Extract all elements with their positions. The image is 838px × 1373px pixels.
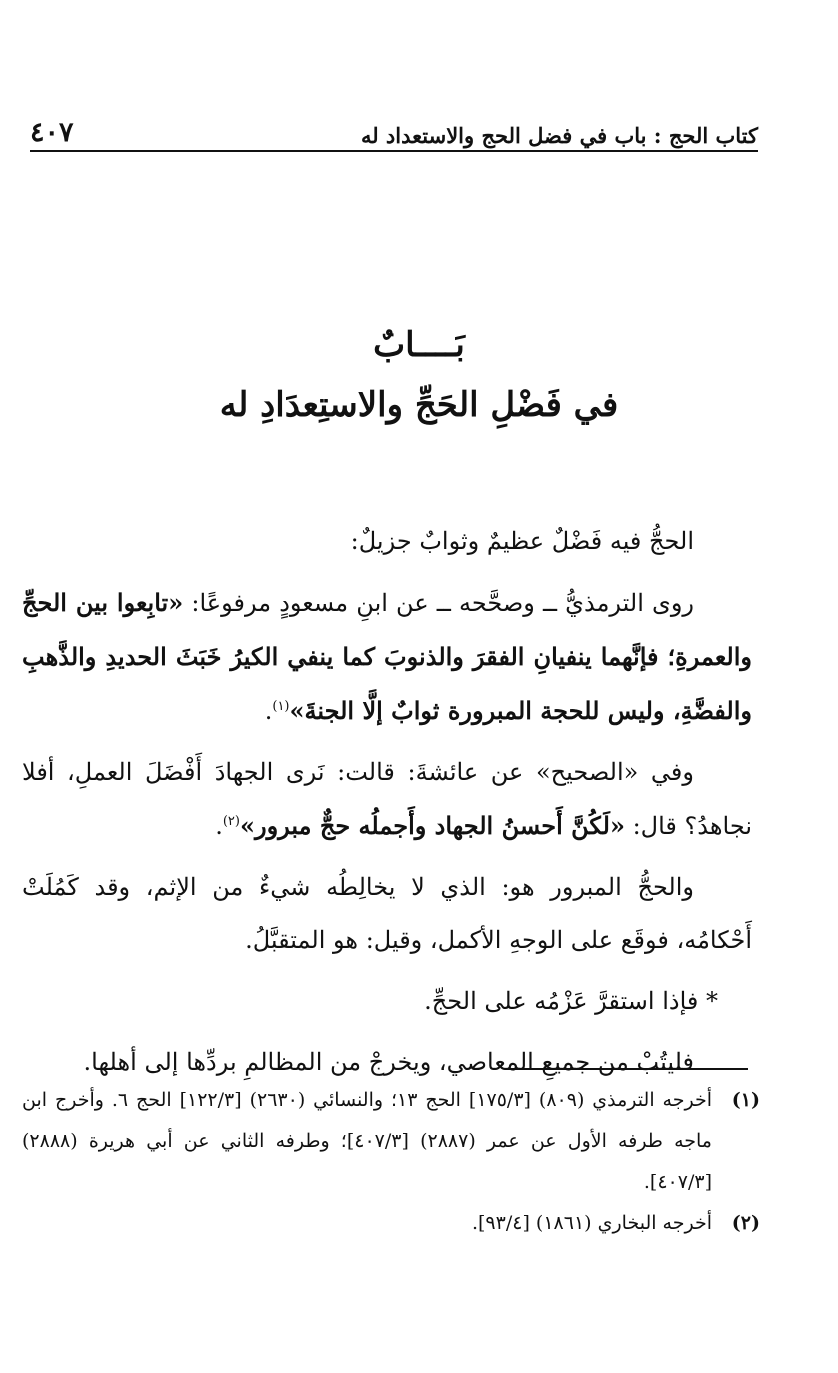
paragraph-tirmidhi-lead: روى الترمذيُّ ــ وصحَّحه ــ عن ابنِ مسعودٍ مرفوعًا: [183,589,694,617]
body-text [22,515,752,1097]
footnote-1 [22,1080,760,1203]
footnote-ref-1[interactable]: (١) [272,699,290,714]
footnote-marker-2: (٢) [731,1212,760,1234]
footnote-text-1: أخرجه الترمذي (٨٠٩) [١٧٥/٣] الحج ١٣؛ والنسائي (٢٦٣٠) [١٢٢/٣] الحج ٦. وأخرج ابن ماجه طرفه الأول عن عمر (٢٨٨٧) [٤٠٧/٣]؛ وطرفه الثاني عن أبي هريرة (٢٨٨٨) [٤٠٧/٣]. [22,1089,712,1193]
asterisk-mark: * [706,987,718,1015]
footnote-marker-1: (١) [731,1089,760,1111]
paragraph-intro: الحجُّ فيه فَضْلٌ عظيمٌ وثوابٌ جزيلٌ: [350,527,694,555]
header-rule [30,150,758,152]
footnote-2 [22,1203,760,1244]
paragraph-aisha-lead: وفي «الصحيح» عن عائشةَ: قالت: نَرى الجهادَ أَفْضَلَ العملِ، أفلا نجاهدُ؟ قال: [22,758,752,840]
paragraph-repent: فليتُبْ من جميعِ المعاصي، ويخرجْ من المظالمِ بردِّها إلى أهلها. [83,1048,694,1076]
paragraph-tirmidhi: روى الترمذيُّ ــ وصحَّحه ــ عن ابنِ مسعودٍ مرفوعًا: «تابِعوا بين الحجِّ والعمرةِ؛ فإنَّهما ينفيانِ الفقرَ والذنوبَ كما ينفي الكيرُ خَبَثَ الحديدِ والذَّهبِ والفضَّةِ، وليس للحجة المبرورة ثوابٌ إلَّا الجنةَ»$^{(١)}$. [22,588,752,725]
paragraph-resolve-text: فإذا استقرَّ عَزْمُه على الحجِّ. [424,987,699,1015]
running-title: كتاب الحج : باب في فضل الحج والاستعداد له [360,123,758,148]
footnote-rule [505,1068,748,1070]
chapter-title: في فَضْلِ الحَجِّ والاستِعدَادِ له [219,385,619,425]
hadith-quote-1: «تابِعوا بين الحجِّ والعمرةِ؛ فإنَّهما ينفيانِ الفقرَ والذنوبَ كما ينفي الكيرُ خَبَثَ الحديدِ والذَّهبِ والفضَّةِ، وليس للحجة المبرورة ثوابٌ إلَّا الجنةَ» [22,588,752,725]
page-number: ٤٠٧ [30,117,74,148]
chapter-label: بَــــابٌ [373,325,465,365]
hadith-quote-2: «لَكُنَّ أَحسنُ الجهاد وأَجملُه حجٌّ مبرور» [239,811,625,840]
footnotes [22,1080,760,1244]
footnote-ref-2[interactable]: (٢) [222,814,240,829]
page-header [30,98,758,148]
paragraph-mabrur: والحجُّ المبرور هو: الذي لا يخالِطُه شيءٌ من الإثم، وقد كَمُلَتْ أَحْكامُه، فوقَع على الوجهِ الأكمل، وقيل: هو المتقبَّلُ. [22,873,752,954]
footnote-text-2: أخرجه البخاري (١٨٦١) [٩٣/٤]. [471,1212,712,1234]
paragraph-aisha: وفي «الصحيح» عن عائشةَ: قالت: نَرى الجهادَ أَفْضَلَ العملِ، أفلا نجاهدُ؟ قال: «لَكُنَّ أَحسنُ الجهاد وأَجملُه حجٌّ مبرور»$^{(٢)}$. [22,758,752,840]
paragraph-resolve [22,975,752,1028]
